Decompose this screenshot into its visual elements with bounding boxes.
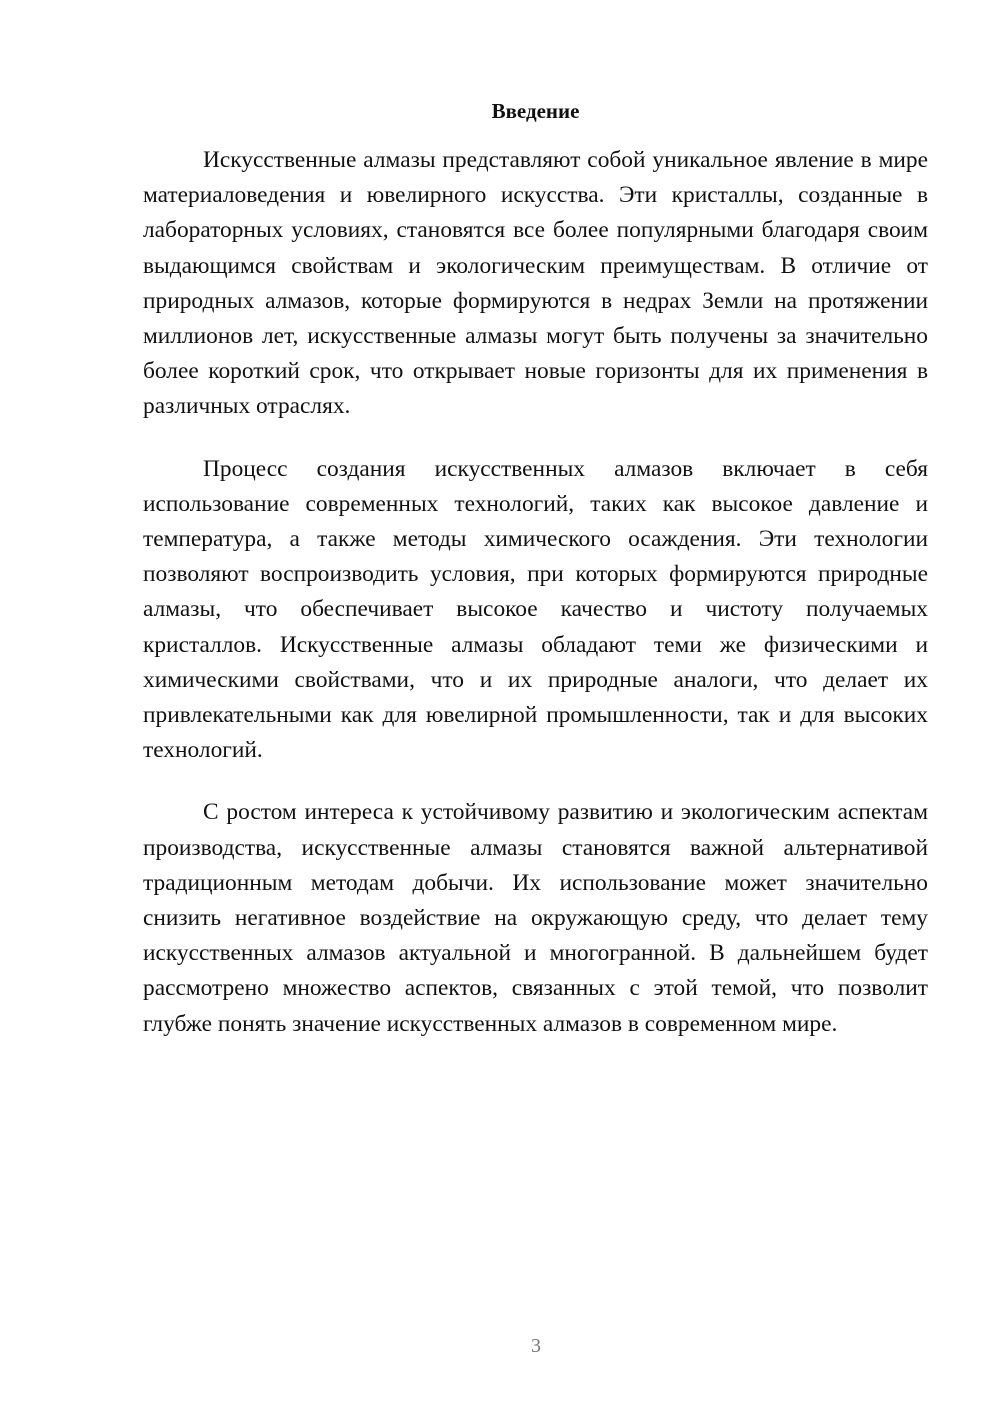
page-number: 3 [531,1335,541,1357]
body-text [143,143,928,1069]
paragraph: Искусственные алмазы представляют собой уникальное явление в мире материаловедения и ювелирного искусства. Эти кристаллы, созданные в лабораторных условиях, становятся все более популярными благодаря своим выдающимся свойствам и экологическим преимуществам. В отличие от природных алмазов, которые формируются в недрах Земли на протяжении миллионов лет, искусственные алмазы могут быть получены за значительно более короткий срок, что открывает новые горизонты для их применения в различных отраслях. [143,147,928,420]
section-heading: Введение [491,99,580,123]
paragraph: С ростом интереса к устойчивому развитию и экологическим аспектам производства, искусственные алмазы становятся важной альтернативой традиционным методам добычи. Их использование может значительно снизить негативное воздействие на окружающую среду, что делает тему искусственных алмазов актуальной и многогранной. В дальнейшем будет рассмотрено множество аспектов, связанных с этой темой, что позволит глубже понять значение искусственных алмазов в современном мире. [143,799,928,1037]
paragraph: Процесс создания искусственных алмазов включает в себя использование современных технологий, таких как высокое давление и температура, а также методы химического осаждения. Эти технологии позволяют воспроизводить условия, при которых формируются природные алмазы, что обеспечивает высокое качество и чистоту получаемых кристаллов. Искусственные алмазы обладают теми же физическими и химическими свойствами, что и их природные аналоги, что делает их привлекательными как для ювелирной промышленности, так и для высоких технологий. [143,455,928,764]
